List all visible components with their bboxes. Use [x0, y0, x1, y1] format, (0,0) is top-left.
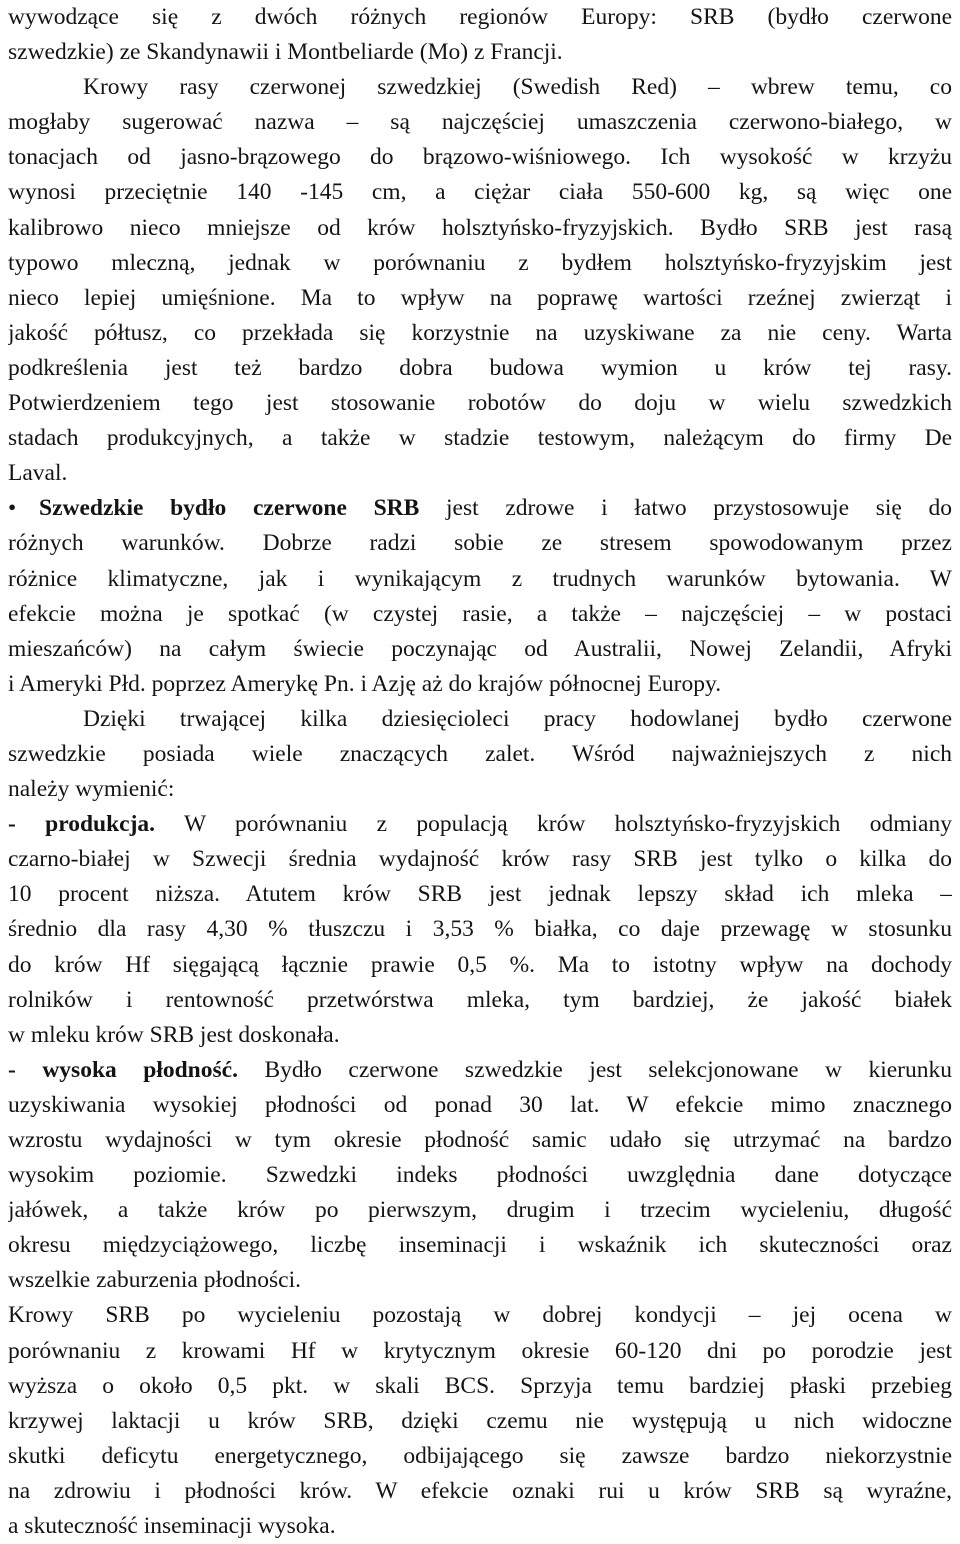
text-line [8, 667, 952, 702]
text-line [8, 1193, 952, 1228]
text-line [8, 1334, 952, 1369]
line-text: mieszańców) na całym świecie poczynając od Australii, Nowej Zelandii, Afryki [8, 635, 952, 662]
line-text: wszelkie zaburzenia płodności. [8, 1267, 301, 1294]
line-text: typowo mleczną, jednak w porównaniu z bydłem holsztyńsko-fryzyjskim jest [8, 249, 952, 276]
line-text: Bydło czerwone szwedzkie jest selekcjonowane w kierunku [237, 1056, 952, 1083]
line-text: mogłaby sugerować nazwa – są najczęściej umaszczenia czerwono-białego, w [8, 109, 952, 136]
line-text: wysokim poziomie. Szwedzki indeks płodności uwzględnia dane dotyczące [8, 1162, 952, 1189]
line-text: efekcie można je spotkać (w czystej rasie, a także – najczęściej – w postaci [8, 600, 952, 627]
text-line [8, 70, 952, 105]
line-text: rolników i rentowność przetwórstwa mleka, tym bardziej, że jakość białek [8, 986, 952, 1013]
line-text: krzywej laktacji u krów SRB, dzięki czemu nie występują u nich widoczne [8, 1407, 952, 1434]
text-line [8, 807, 952, 842]
line-text: porównaniu z krowami Hf w krytycznym okresie 60-120 dni po porodzie jest [8, 1337, 952, 1364]
line-text: Krowy rasy czerwonej szwedzkiej (Swedish Red) – wbrew temu, co [83, 74, 952, 101]
line-text: uzyskiwania wysokiej płodności od ponad 30 lat. W efekcie mimo znacznego [8, 1091, 952, 1118]
line-text: nieco lepiej umięśnione. Ma to wpływ na poprawę wartości rzeźnej zwierząt i [8, 284, 952, 311]
text-line [8, 35, 952, 70]
text-line [8, 948, 952, 983]
text-line [8, 386, 952, 421]
line-text: W porównaniu z populacją krów holsztyńsko-fryzyjskich odmiany [155, 811, 952, 838]
bullet-glyph: • [8, 495, 17, 522]
text-line [8, 562, 952, 597]
bold-term: - produkcja. [8, 811, 156, 838]
text-line [8, 772, 952, 807]
text-line [8, 526, 952, 561]
text-line [8, 1474, 952, 1509]
text-line [8, 316, 952, 351]
line-text: wzrostu wydajności w tym okresie płodność samic udało się utrzymać na bardzo [8, 1127, 952, 1153]
line-text: jałówek, a także krów po pierwszym, drugim i trzecim wycieleniu, długość [8, 1197, 952, 1224]
line-text: na zdrowiu i płodności krów. W efekcie oznaki rui u krów SRB są wyraźne, [8, 1477, 952, 1504]
bold-term: - wysoka płodność. [8, 1056, 238, 1083]
text-line [8, 632, 952, 667]
line-text: tonacjach od jasno-brązowego do brązowo-wiśniowego. Ich wysokość w krzyżu [8, 144, 952, 171]
line-text: różnych warunków. Dobrze radzi sobie ze stresem spowodowanym przez [8, 530, 952, 557]
line-text: szwedzkie posiada wiele znaczących zalet. Wśród najważniejszych z nich [8, 740, 952, 767]
text-line [8, 1158, 952, 1193]
text-line [8, 1053, 952, 1088]
text-line [8, 1404, 952, 1439]
text-line [8, 211, 952, 246]
text-line [8, 281, 952, 316]
line-text: należy wymienić: [8, 776, 175, 803]
text-line [8, 1228, 952, 1263]
text-line [8, 1509, 952, 1544]
text-line [8, 246, 952, 281]
text-line [8, 491, 952, 526]
line-text: wywodzące się z dwóch różnych regionów Europy: SRB (bydło czerwone [8, 4, 952, 30]
text-line [8, 0, 952, 35]
line-text: Potwierdzeniem tego jest stosowanie robotów do doju w wielu szwedzkich [8, 390, 952, 417]
line-text: i Ameryki Płd. poprzez Amerykę Pn. i Azję aż do krajów północnej Europy. [8, 670, 722, 697]
text-line [8, 1018, 952, 1053]
text-line [8, 1123, 952, 1158]
bold-term: Szwedzkie bydło czerwone SRB [39, 495, 420, 522]
text-line [8, 351, 952, 386]
line-text: średnio dla rasy 4,30 % tłuszczu i 3,53 % białka, co daje przewagę w stosunku [8, 916, 952, 943]
line-text: Dzięki trwającej kilka dziesięcioleci pracy hodowlanej bydło czerwone [83, 705, 952, 732]
line-text: wynosi przeciętnie 140 -145 cm, a ciężar ciała 550-600 kg, są więc one [8, 179, 952, 206]
line-text: różnice klimatyczne, jak i wynikającym z trudnych warunków bytowania. W [8, 565, 952, 592]
text-line [8, 912, 952, 947]
line-text: szwedzkie) ze Skandynawii i Montbeliarde (Mo) z Francji. [8, 39, 563, 66]
text-line [8, 1439, 952, 1474]
line-text: 10 procent niższa. Atutem krów SRB jest jednak lepszy skład ich mleka – [8, 881, 952, 908]
text-line [8, 737, 952, 772]
text-line [8, 1369, 952, 1404]
line-text: a skuteczność inseminacji wysoka. [8, 1513, 336, 1540]
text-line [8, 140, 952, 175]
line-text: skutki deficytu energetycznego, odbijającego się zawsze bardzo niekorzystnie [8, 1442, 952, 1469]
text-line [8, 456, 952, 491]
line-text: podkreślenia jest też bardzo dobra budowa wymion u krów tej rasy. [8, 354, 952, 381]
text-line [8, 983, 952, 1018]
text-line [8, 877, 952, 912]
text-line [8, 1298, 952, 1333]
line-text: Laval. [8, 460, 68, 487]
text-line [8, 597, 952, 632]
text-line [8, 421, 952, 456]
line-text: okresu międzyciążowego, liczbę inseminacji i wskaźnik ich skuteczności oraz [8, 1232, 952, 1259]
line-text: jest zdrowe i łatwo przystosowuje się do [419, 495, 952, 522]
line-text: Krowy SRB po wycieleniu pozostają w dobrej kondycji – jej ocena w [8, 1302, 952, 1329]
line-text: do krów Hf sięgającą łącznie prawie 0,5 %. Ma to istotny wpływ na dochody [8, 951, 952, 978]
line-text: kalibrowo nieco mniejsze od krów holsztyńsko-fryzyjskich. Bydło SRB jest rasą [8, 214, 952, 241]
text-line [8, 1263, 952, 1298]
text-line [8, 1088, 952, 1123]
text-line [8, 702, 952, 737]
text-line [8, 105, 952, 140]
line-text: stadach produkcyjnych, a także w stadzie testowym, należącym do firmy De [8, 425, 952, 452]
line-text: w mleku krów SRB jest doskonała. [8, 1021, 340, 1048]
text-line [8, 842, 952, 877]
line-text: czarno-białej w Szwecji średnia wydajność krów rasy SRB jest tylko o kilka do [8, 846, 952, 873]
line-text: jakość półtusz, co przekłada się korzystnie na uzyskiwane za nie ceny. Warta [8, 319, 952, 346]
line-text: wyższa o około 0,5 pkt. w skali BCS. Sprzyja temu bardziej płaski przebieg [8, 1372, 952, 1399]
text-line [8, 175, 952, 210]
